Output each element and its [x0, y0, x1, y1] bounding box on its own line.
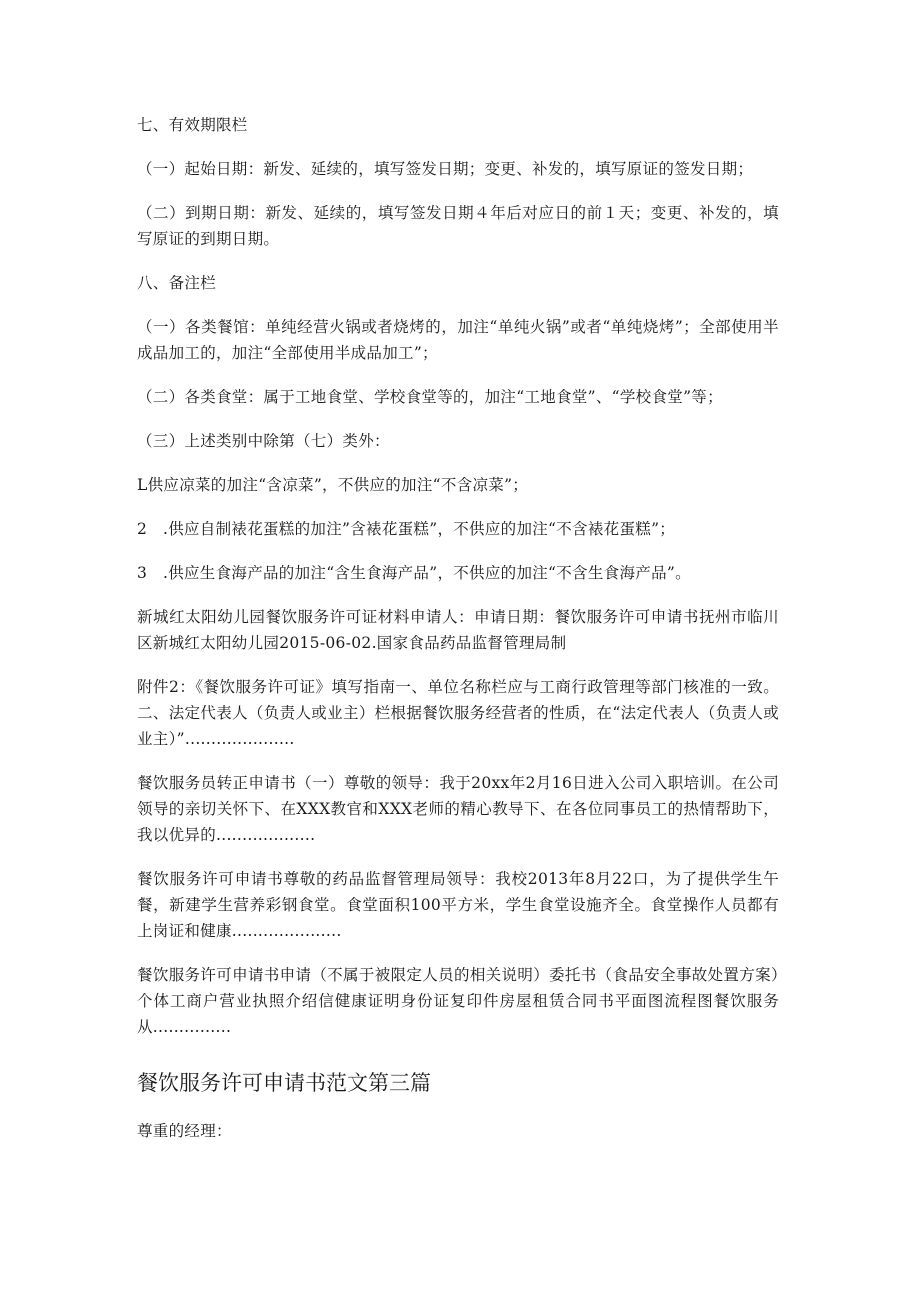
section-title-validity: 七、有效期限栏 [137, 116, 248, 134]
document-body [137, 112, 779, 1162]
paragraph-restaurants: （一）各类餐馆：单纯经营火锅或者烧烤的，加注“单纯火锅”或者“单纯烧烤”；全部使用半成品加工的，加注“全部使用半成品加工”； [137, 318, 779, 362]
list-item-seafood: 3 .供应生食海产品的加注“含生食海产品”，不供应的加注“不含生食海产品”。 [137, 564, 691, 582]
paragraph-school-application: 餐饮服务许可申请书尊敬的药品监督管理局领导：我校2013年8月22口，为了提供学生午餐，新建学生营养彩钢食堂。食堂面积100平方米，学生食堂设施齐全。食堂操作人员都有上岗证和健康..................... [137, 870, 779, 940]
paragraph-documents: 餐饮服务许可申请书申请（不属于被限定人员的相关说明）委托书（食品安全事故处置方案）个体工商户营业执照介绍信健康证明身份证复印件房屋租赁合同书平面图流程图餐饮服务从............... [137, 966, 779, 1036]
salutation: 尊重的经理： [137, 1122, 232, 1140]
paragraph-start-date: （一）起始日期：新发、延续的，填写签发日期；变更、补发的，填写原证的签发日期； [137, 160, 754, 178]
section-heading: 餐饮服务许可申请书范文第三篇 [137, 1071, 431, 1095]
paragraph-promotion: 餐饮服务员转正申请书（一）尊敬的领导：我于20xx年2月16日进入公司入职培训。在公司领导的亲切关怀下、在XXX教官和XXX老师的精心教导下、在各位同事员工的热情帮助下，我以优异的................... [137, 774, 779, 844]
paragraph-attachment: 附件2：《餐饮服务许可证》填写指南一、单位名称栏应与工商行政管理等部门核准的一致。二、法定代表人（负责人或业主）栏根据餐饮服务经营者的性质，在“法定代表人（负责人或业主）”..................... [137, 678, 779, 748]
paragraph-kindergarten: 新城红太阳幼儿园餐饮服务许可证材料申请人：申请日期：餐饮服务许可申请书抚州市临川区新城红太阳幼儿园2015-06-02.国家食品药品监督管理局制 [137, 608, 779, 652]
section-title-remarks: 八、备注栏 [137, 274, 217, 292]
paragraph-categories: （三）上述类别中除第（七）类外： [137, 432, 390, 450]
list-item-cold-dishes: L供应凉菜的加注“含凉菜”，不供应的加注“不含凉菜”； [137, 476, 529, 494]
paragraph-end-date: （二）到期日期：新发、延续的，填写签发日期４年后对应日的前１天；变更、补发的，填写原证的到期日期。 [137, 204, 779, 248]
list-item-cakes: 2 .供应自制裱花蛋糕的加注”含裱花蛋糕”，不供应的加注“不含裱花蛋糕”； [137, 520, 676, 538]
paragraph-canteens: （二）各类食堂：属于工地食堂、学校食堂等的，加注“工地食堂”、“学校食堂”等； [137, 388, 723, 406]
